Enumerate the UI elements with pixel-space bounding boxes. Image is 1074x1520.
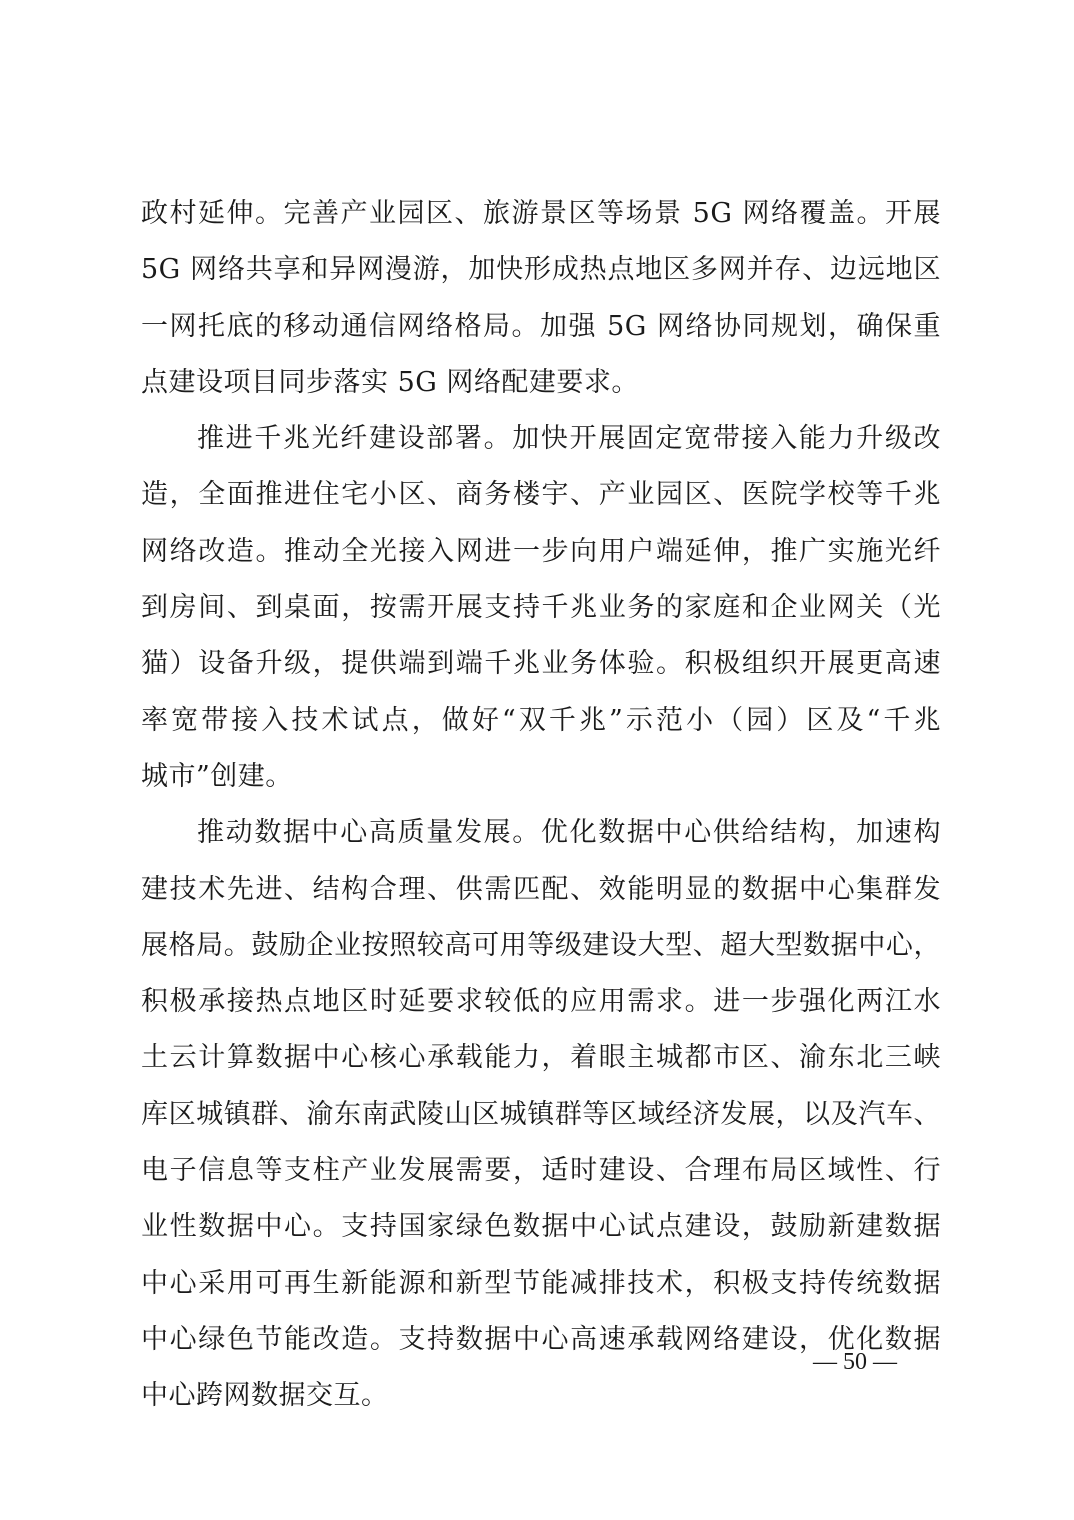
paragraph-first-line: 推进千兆光纤建设部署。加快开展固定宽带接入能力升级改 [197,423,941,455]
text-line: 中心采用可再生新能源和新型节能减排技术，积极支持传统数据 [141,1267,941,1299]
text-line: 电子信息等支柱产业发展需要，适时建设、合理布局区域性、行 [141,1155,941,1187]
text-line: 造，全面推进住宅小区、商务楼宇、产业园区、医院学校等千兆 [141,479,941,511]
text-line: 土云计算数据中心核心承载能力，着眼主城都市区、渝东北三峡 [141,1042,941,1074]
body-text [141,186,941,1425]
text-line: 展格局。鼓励企业按照较高可用等级建设大型、超大型数据中心， [141,929,941,961]
text-line: 中心跨网数据交互。 [141,1380,389,1412]
paragraph-first-line: 推动数据中心高质量发展。优化数据中心供给结构，加速构 [197,817,941,849]
text-line: 网络改造。推动全光接入网进一步向用户端延伸，推广实施光纤 [141,535,941,567]
text-line: 积极承接热点地区时延要求较低的应用需求。进一步强化两江水 [141,986,941,1018]
text-line: 5G 网络共享和异网漫游，加快形成热点地区多网并存、边远地区 [141,254,941,286]
page-number: — 50 — [813,1349,897,1375]
text-line: 一网托底的移动通信网络格局。加强 5G 网络协同规划，确保重 [141,310,941,342]
text-line: 猫）设备升级，提供端到端千兆业务体验。积极组织开展更高速 [141,648,941,680]
text-line: 率宽带接入技术试点，做好“双千兆”示范小（园）区及“千兆 [141,704,941,736]
text-line: 库区城镇群、渝东南武陵山区城镇群等区域经济发展，以及汽车、 [141,1098,941,1130]
text-line: 到房间、到桌面，按需开展支持千兆业务的家庭和企业网关（光 [141,592,941,624]
text-line: 城市”创建。 [141,760,293,792]
text-line: 点建设项目同步落实 5G 网络配建要求。 [141,366,639,398]
text-line: 业性数据中心。支持国家绿色数据中心试点建设，鼓励新建数据 [141,1211,941,1243]
text-line: 中心绿色节能改造。支持数据中心高速承载网络建设，优化数据 [141,1323,941,1355]
text-line: 建技术先进、结构合理、供需匹配、效能明显的数据中心集群发 [141,873,941,905]
text-line: 政村延伸。完善产业园区、旅游景区等场景 5G 网络覆盖。开展 [141,198,941,229]
